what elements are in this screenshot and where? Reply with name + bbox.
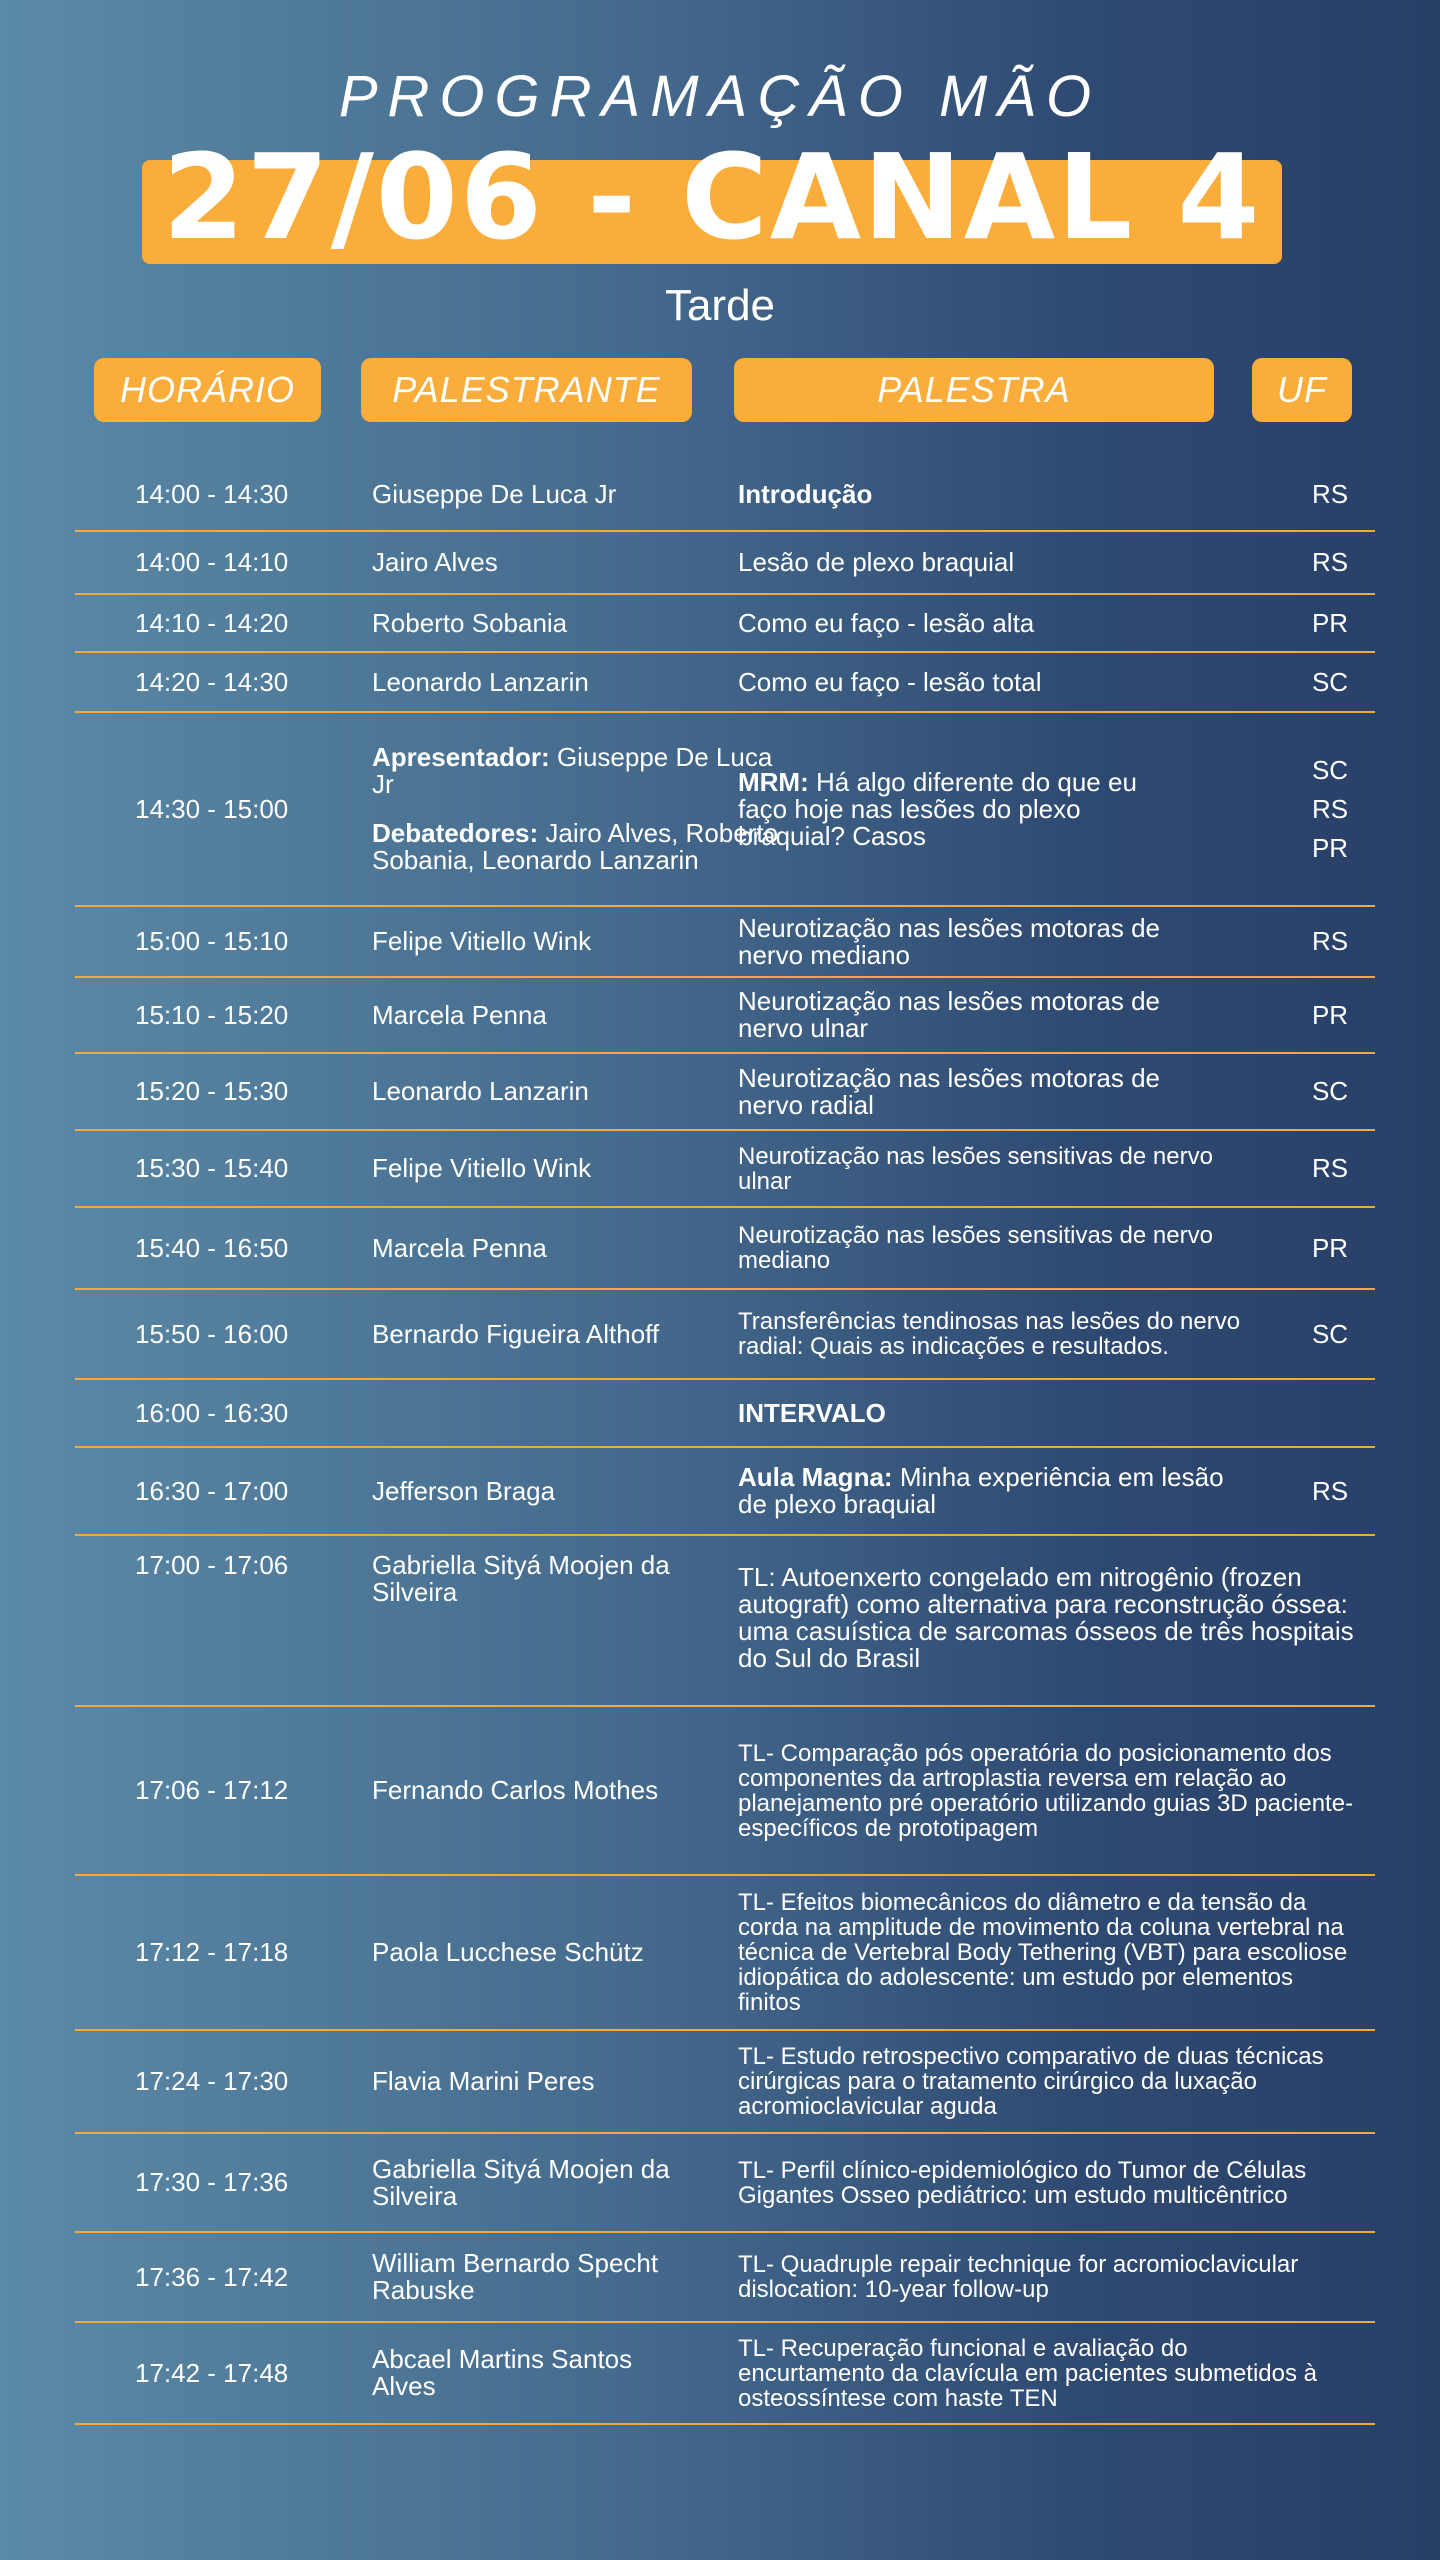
row-time: 17:42 - 17:48	[135, 2357, 289, 2388]
table-row	[75, 2134, 1375, 2233]
table-row	[75, 2031, 1375, 2134]
row-talk: Neurotização nas lesões motoras de nervo ulnar	[738, 986, 1161, 1043]
row-talk: Neurotização nas lesões sensitivas de nervo mediano	[738, 1222, 1213, 1274]
row-talk	[738, 766, 1168, 851]
talk-bold-label: Aula Magna:	[738, 1462, 893, 1492]
row-uf: RS	[1311, 478, 1349, 509]
program-subtitle: PROGRAMAÇÃO MÃO	[338, 64, 1102, 129]
row-talk: Neurotização nas lesões motoras de nervo mediano	[738, 912, 1161, 970]
row-speaker: Marcela Penna	[372, 999, 547, 1030]
row-time: 15:20 - 15:30	[135, 1076, 289, 1106]
row-uf	[1285, 1707, 1375, 1874]
row-uf: RS	[1311, 1475, 1349, 1506]
period-label: Tarde	[664, 281, 776, 330]
table-row	[75, 653, 1375, 713]
row-talk: Neurotização nas lesões motoras de nervo radial	[738, 1062, 1161, 1120]
table-row	[75, 1380, 1375, 1448]
row-talk: TL- Comparação pós operatória do posicionamento dos componentes da artroplastia reversa em relação ao planejamento pré operatório utilizando guias 3D paciente-específicos de prototipagem	[738, 1739, 1354, 1842]
row-uf	[1285, 1876, 1375, 2029]
row-uf: RS	[1311, 793, 1349, 824]
table-row	[75, 1054, 1375, 1131]
row-talk: TL- Estudo retrospectivo comparativo de duas técnicas cirúrgicas para o tratamento cirúrgico da luxação acromioclavicular aguda	[738, 2043, 1324, 2120]
row-time: 17:24 - 17:30	[135, 2066, 289, 2096]
row-speaker: Gabriella Sityá Moojen da Silveira	[372, 1550, 670, 1607]
column-header-speaker: PALESTRANTE	[361, 358, 692, 422]
row-speaker: Jefferson Braga	[372, 1475, 556, 1506]
debaters-names: Jairo Alves, Roberto Sobania, Leonardo Lanzarin	[372, 818, 779, 875]
schedule-table	[75, 458, 1375, 2425]
debaters-label: Debatedores:	[372, 818, 539, 848]
row-uf: RS	[1311, 926, 1349, 956]
debaters-text	[372, 820, 792, 874]
row-uf: PR	[1311, 607, 1349, 638]
row-time: 17:12 - 17:18	[135, 1937, 289, 1967]
row-time: 14:20 - 14:30	[135, 666, 289, 697]
row-time: 17:36 - 17:42	[135, 2261, 289, 2292]
table-row	[75, 978, 1375, 1054]
row-time: 14:30 - 15:00	[135, 793, 289, 824]
column-header-uf: UF	[1252, 358, 1352, 422]
row-uf: RS	[1311, 547, 1349, 577]
table-row	[75, 458, 1375, 532]
row-talk: Transferências tendinosas nas lesões do nervo radial: Quais as indicações e resultados.	[738, 1308, 1241, 1360]
row-talk: INTERVALO	[738, 1397, 886, 1428]
row-uf	[1285, 2134, 1375, 2231]
row-time: 14:10 - 14:20	[135, 607, 289, 638]
row-uf: SC	[1311, 1318, 1349, 1349]
row-uf	[1285, 2323, 1375, 2423]
talk-bold-label: MRM:	[738, 766, 809, 797]
presenter-label: Apresentador:	[372, 742, 550, 772]
row-talk: TL- Perfil clínico-epidemiológico do Tumor de Células Gigantes Osseo pediátrico: um estudo multicêntrico	[738, 2156, 1307, 2209]
row-uf: SC	[1311, 754, 1349, 785]
table-row	[75, 2323, 1375, 2425]
row-speaker: Flavia Marini Peres	[372, 2066, 595, 2096]
row-speaker: Marcela Penna	[372, 1232, 547, 1263]
row-speaker: Abcael Martins Santos Alves	[372, 2344, 633, 2401]
table-row	[75, 1131, 1375, 1208]
table-row	[75, 907, 1375, 978]
row-uf: SC	[1311, 666, 1349, 697]
row-uf: PR	[1311, 999, 1349, 1030]
presenter-name: Giuseppe De Luca Jr	[372, 742, 773, 799]
column-header-talk: PALESTRA	[734, 358, 1214, 422]
row-uf: SC	[1311, 1076, 1349, 1106]
row-talk: Lesão de plexo braquial	[738, 547, 1015, 577]
row-talk: Introdução	[738, 478, 873, 509]
row-talk	[738, 1464, 1248, 1518]
row-time: 16:30 - 17:00	[135, 1475, 289, 1506]
row-time: 17:30 - 17:36	[135, 2167, 289, 2197]
row-speaker: Giuseppe De Luca Jr	[372, 478, 617, 509]
row-speaker: Felipe Vitiello Wink	[372, 926, 592, 956]
row-time: 15:10 - 15:20	[135, 999, 289, 1030]
row-uf	[1285, 1536, 1375, 1705]
row-speaker: William Bernardo Specht Rabuske	[372, 2248, 659, 2305]
row-time: 14:00 - 14:30	[135, 478, 289, 509]
row-uf	[1285, 2233, 1375, 2321]
row-uf: PR	[1311, 1232, 1349, 1263]
row-talk: TL- Quadruple repair technique for acromioclavicular dislocation: 10-year follow-up	[738, 2251, 1299, 2303]
column-header-time: HORÁRIO	[94, 358, 321, 422]
row-talk: TL: Autoenxerto congelado em nitrogênio (frozen autograft) como alternativa para reconstrução óssea: uma casuística de sarcomas ósseos de três hospitais do Sul do Brasil	[738, 1562, 1354, 1673]
table-row	[75, 2233, 1375, 2323]
row-time: 15:50 - 16:00	[135, 1318, 289, 1349]
row-speaker: Fernando Carlos Mothes	[372, 1775, 659, 1805]
row-speaker: Leonardo Lanzarin	[372, 666, 589, 697]
table-row	[75, 1707, 1375, 1876]
row-talk: TL- Recuperação funcional e avaliação do encurtamento da clavícula em pacientes submetidos à osteossíntese com haste TEN	[738, 2334, 1317, 2412]
row-time: 14:00 - 14:10	[135, 547, 289, 577]
row-talk: Neurotização nas lesões sensitivas de nervo ulnar	[738, 1142, 1213, 1195]
table-row	[75, 1876, 1375, 2031]
row-uf: PR	[1311, 832, 1349, 863]
row-speaker: Bernardo Figueira Althoff	[372, 1318, 660, 1349]
table-row	[75, 713, 1375, 907]
row-uf	[1285, 1380, 1375, 1446]
row-speaker: Gabriella Sityá Moojen da Silveira	[372, 2153, 670, 2211]
table-row	[75, 1208, 1375, 1290]
row-uf	[1285, 2031, 1375, 2132]
table-row	[75, 532, 1375, 595]
table-row	[75, 1536, 1375, 1707]
row-talk: TL- Efeitos biomecânicos do diâmetro e da tensão da corda na amplitude de movimento da coluna vertebral na técnica de Vertebral Body Tethering (VBT) para escoliose idiopática do adolescente: um estudo por elementos finitos	[738, 1889, 1348, 2016]
page-title: 27/06 - CANAL 4	[162, 128, 1262, 266]
row-speaker: Jairo Alves	[372, 547, 498, 577]
row-speaker: Felipe Vitiello Wink	[372, 1153, 592, 1183]
row-speaker: Roberto Sobania	[372, 607, 568, 638]
presenter-text	[372, 744, 792, 798]
table-row	[75, 1448, 1375, 1536]
row-time: 17:00 - 17:06	[135, 1550, 289, 1580]
row-time: 15:40 - 16:50	[135, 1232, 289, 1263]
table-row	[75, 595, 1375, 653]
row-speaker: Paola Lucchese Schütz	[372, 1937, 644, 1967]
row-speaker	[372, 1380, 792, 1446]
row-time: 15:30 - 15:40	[135, 1153, 289, 1183]
row-time: 17:06 - 17:12	[135, 1775, 289, 1805]
row-talk: Como eu faço - lesão alta	[738, 607, 1035, 638]
table-row	[75, 1290, 1375, 1380]
row-uf: RS	[1311, 1153, 1349, 1183]
row-time: 15:00 - 15:10	[135, 926, 289, 956]
talk-text: Minha experiência em lesão de plexo braquial	[738, 1462, 1224, 1519]
row-speaker: Leonardo Lanzarin	[372, 1076, 589, 1106]
row-time: 16:00 - 16:30	[135, 1397, 289, 1428]
talk-text: Há algo diferente do que eu faço hoje nas lesões do plexo braquial? Casos	[738, 766, 1137, 851]
row-talk: Como eu faço - lesão total	[738, 666, 1042, 697]
